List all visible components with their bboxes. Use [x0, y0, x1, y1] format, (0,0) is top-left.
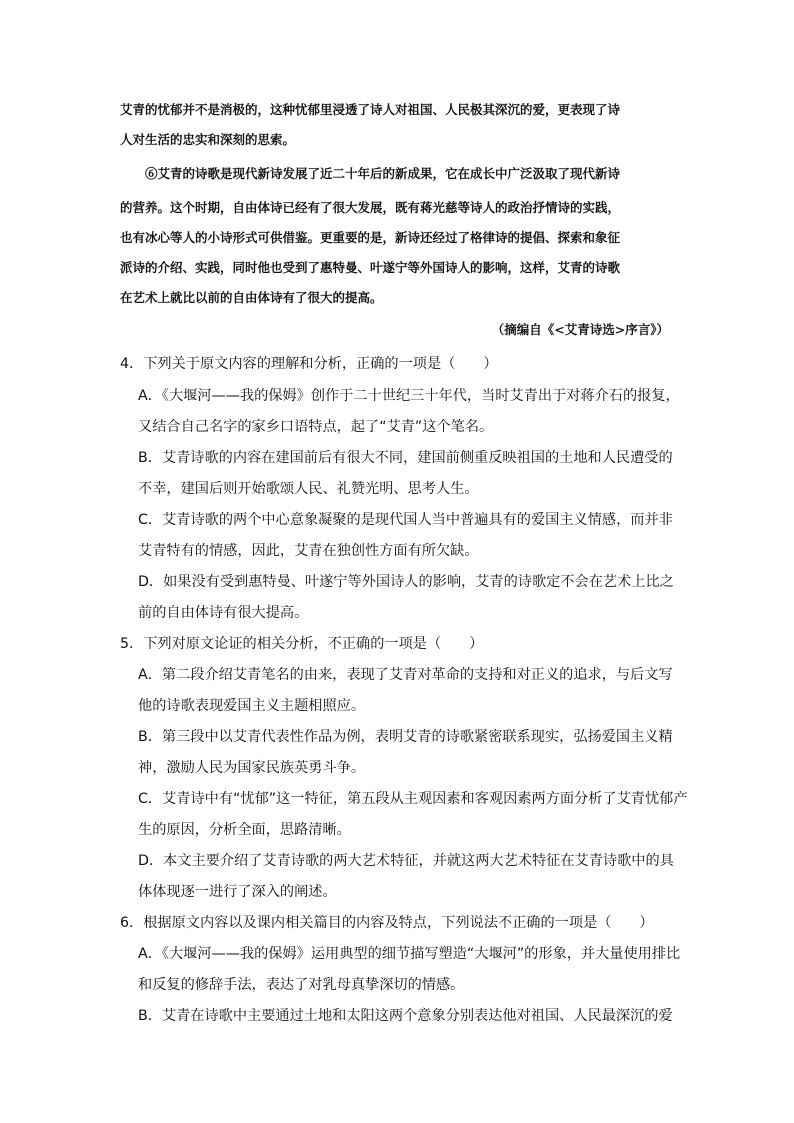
- question-stem-text: 5．下列对原文论证的相关分析，不正确的一项是（: [120, 636, 442, 652]
- passage-line: 艾青的忧郁并不是消极的，这种忧郁里浸透了诗人对祖国、人民极其深沉的爱，更表现了诗: [120, 102, 621, 117]
- answer-paren-close: ）: [483, 356, 498, 372]
- passage-line: 派诗的介绍、实践，同时他也受到了惠特曼、叶遂宁等外国诗人的影响，这样，艾青的诗歌: [120, 260, 621, 275]
- option-5a: A．第二段介绍艾青笔名的由来，表现了艾青对革命的支持和对正义的追求，与后文写: [138, 667, 673, 683]
- option-4a: A．《大堰河——我的保姆》创作于二十世纪三十年代，当时艾青出于对蒋介石的报复，: [138, 388, 680, 404]
- option-5c-cont: 生的原因，分析全面，思路清晰。: [138, 822, 351, 838]
- question-stem-text: 4．下列关于原文内容的理解和分析，正确的一项是（: [120, 356, 456, 372]
- option-4c-cont: 艾青特有的情感，因此，艾青在独创性方面有所欠缺。: [138, 543, 479, 559]
- passage-line: 人对生活的忠实和深刻的思索。: [120, 132, 296, 147]
- passage-line: ⑥艾青的诗歌是现代新诗发展了近二十年后的新成果，它在成长中广泛汲取了现代新诗: [145, 166, 621, 181]
- answer-paren-close: ）: [469, 636, 484, 652]
- option-4d: D．如果没有受到惠特曼、叶遂宁等外国诗人的影响，艾青的诗歌定不会在艺术上比之: [138, 574, 674, 590]
- question-stem-5: [120, 633, 483, 653]
- option-6a: A．《大堰河——我的保姆》运用典型的细节描写塑造“大堰河”的形象，并大量使用排比: [138, 946, 681, 962]
- question-stem-6: [120, 912, 654, 932]
- option-4a-cont: 又结合自己名字的家乡口语特点，起了“艾青”这个笔名。: [138, 419, 494, 435]
- option-5a-cont: 他的诗歌表现爱国主义主题相照应。: [138, 698, 366, 714]
- option-5d: D．本文主要介绍了艾青诗歌的两大艺术特征，并就这两大艺术特征在艾青诗歌中的具: [138, 853, 674, 869]
- passage-line: 在艺术上就比以前的自由体诗有了很大的提高。: [120, 290, 383, 305]
- question-stem-text: 6．根据原文内容以及课内相关篇目的内容及特点，下列说法不正确的一项是（: [120, 915, 612, 931]
- option-4b: B．艾青诗歌的内容在建国前后有很大不同，建国前侧重反映祖国的土地和人民遭受的: [138, 450, 673, 466]
- option-4c: C．艾青诗歌的两个中心意象凝聚的是现代国人当中普遍具有的爱国主义情感，而并非: [138, 512, 673, 528]
- question-stem-4: [120, 353, 498, 373]
- option-6b: B．艾青在诗歌中主要通过土地和太阳这两个意象分别表达他对祖国、人民最深沉的爱: [138, 1008, 673, 1024]
- answer-paren-close: ）: [639, 915, 654, 931]
- option-5d-cont: 体体现逐一进行了深入的阐述。: [138, 884, 337, 900]
- option-4b-cont: 不幸，建国后则开始歌颂人民、礼赞光明、思考人生。: [138, 481, 479, 497]
- option-5b-cont: 神，激励人民为国家民族英勇斗争。: [138, 760, 366, 776]
- passage-line: 的营养。这个时期，自由体诗已经有了很大发展，既有蒋光慈等诗人的政治抒情诗的实践，: [120, 200, 621, 215]
- option-6a-cont: 和反复的修辞手法，表达了对乳母真挚深切的情感。: [138, 977, 465, 993]
- option-5c: C．艾青诗中有“忧郁”这一特征，第五段从主观因素和客观因素两方面分析了艾青忧郁产: [138, 791, 688, 807]
- passage-source: （摘编自《<艾青诗选>序言》）: [491, 322, 669, 337]
- option-5b: B．第三段中以艾青代表性作品为例，表明艾青的诗歌紧密联系现实，弘扬爱国主义精: [138, 729, 673, 745]
- option-4d-cont: 前的自由体诗有很大提高。: [138, 605, 309, 621]
- passage-line: 也有冰心等人的小诗形式可供借鉴。更重要的是，新诗还经过了格律诗的提倡、探索和象征: [120, 230, 621, 245]
